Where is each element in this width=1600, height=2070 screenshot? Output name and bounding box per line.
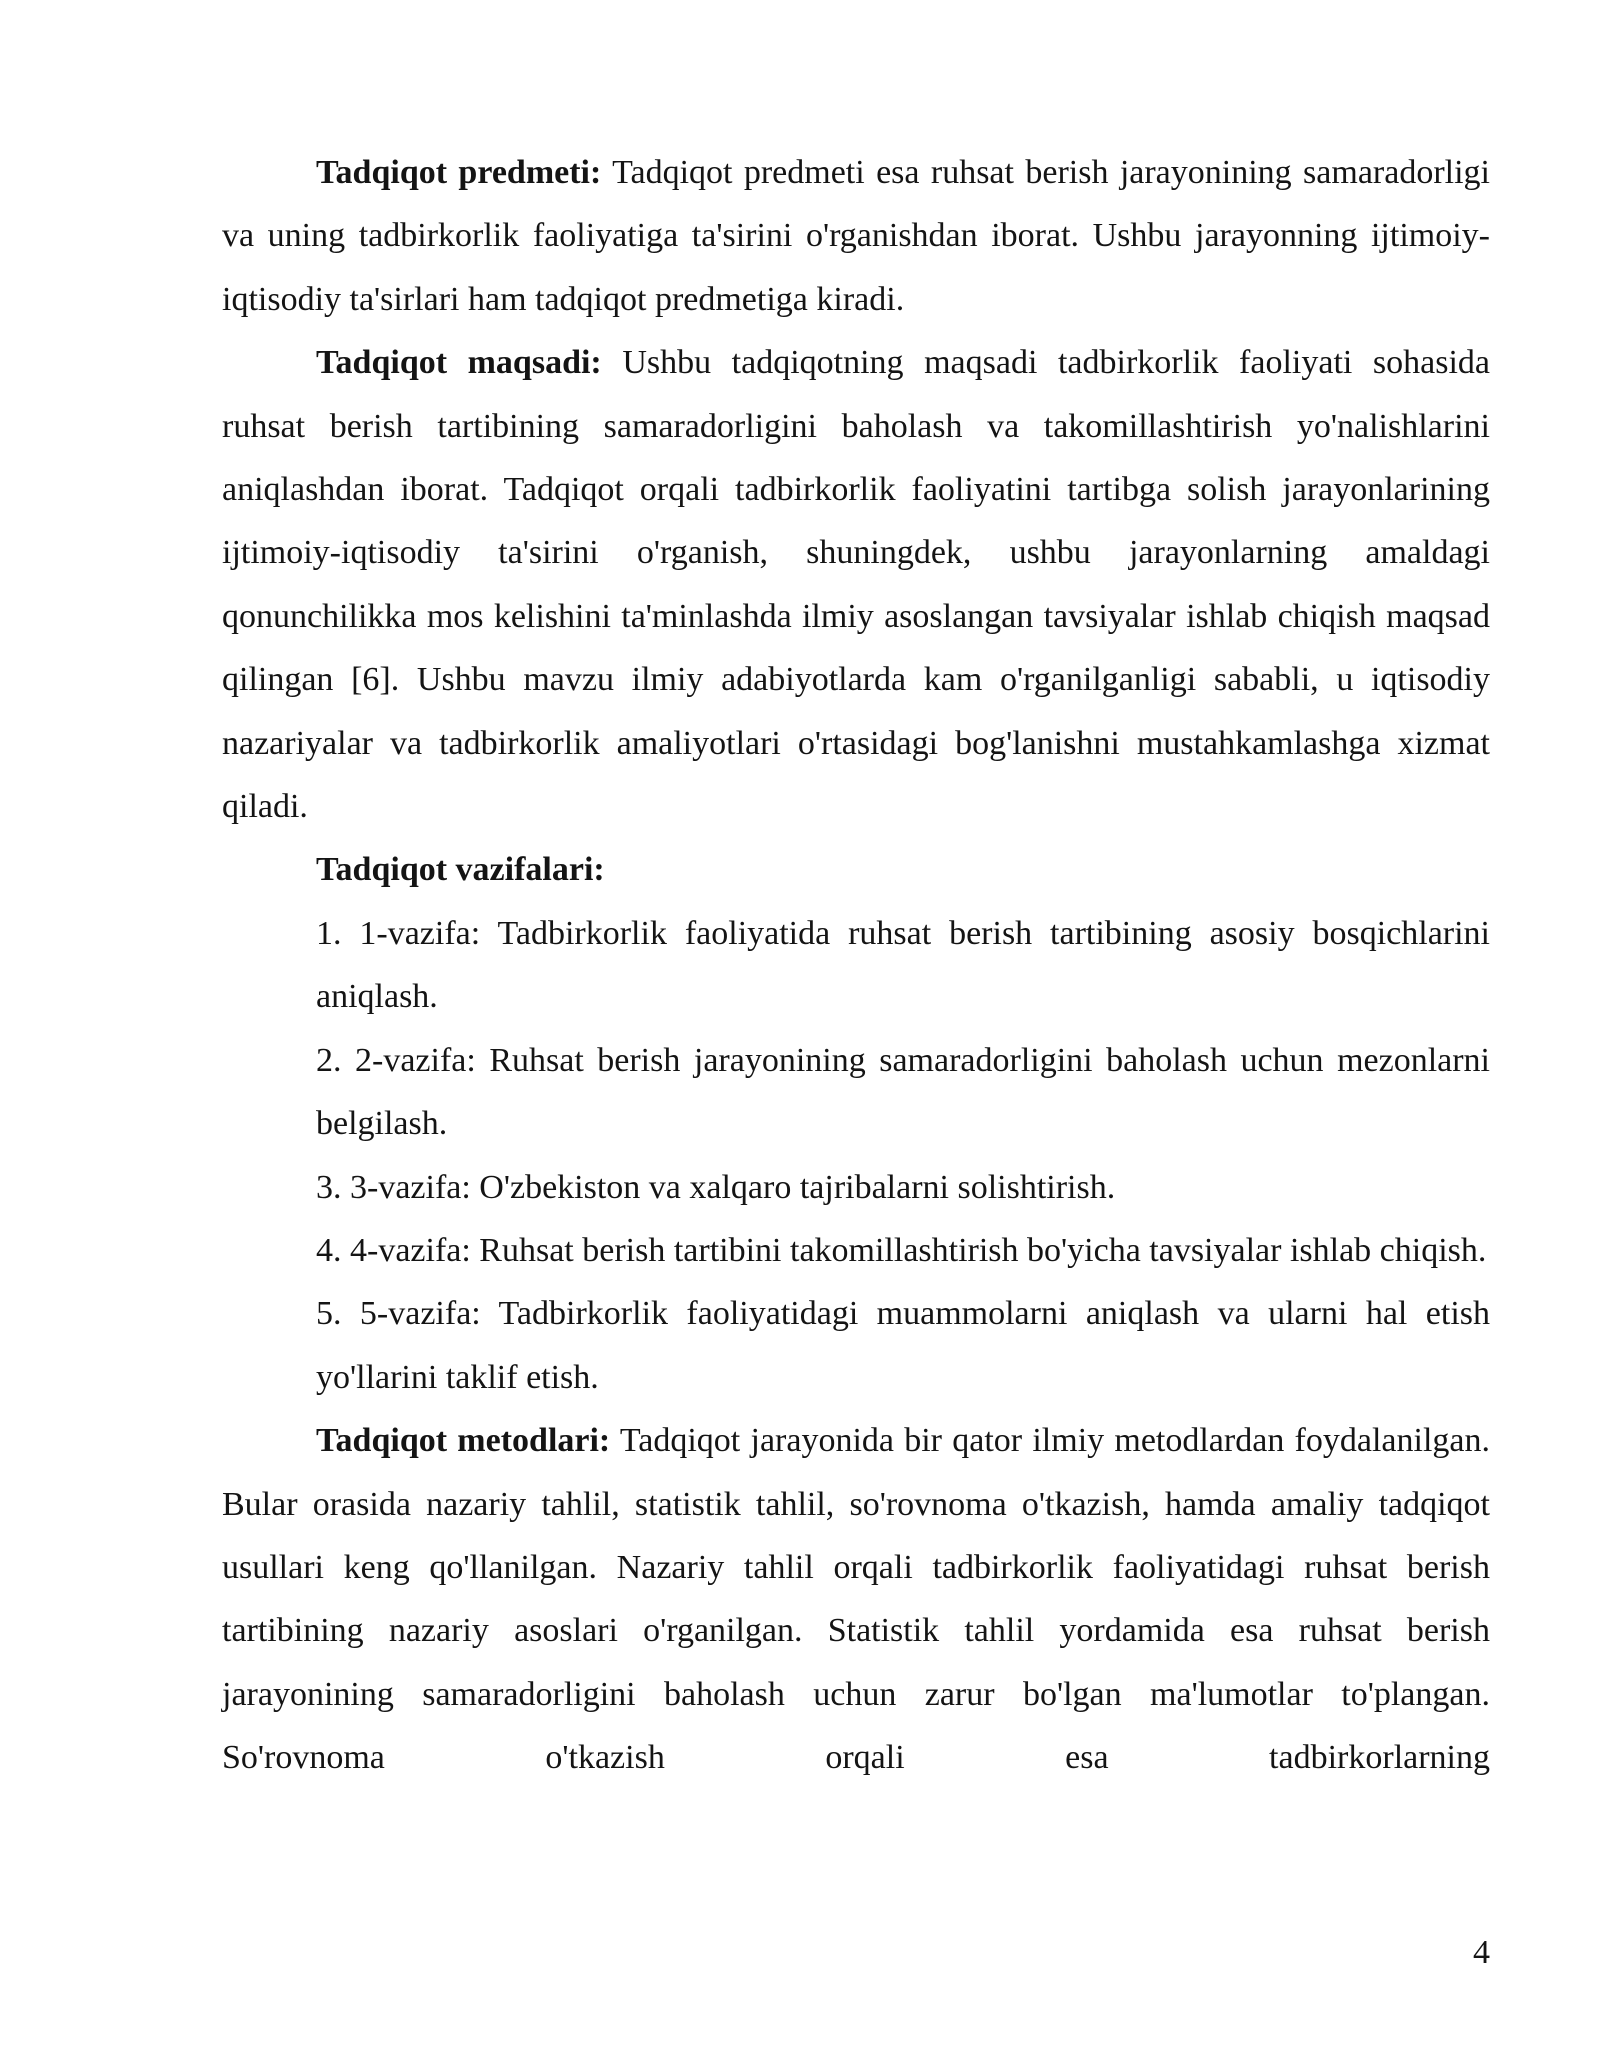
document-body: [222, 141, 1490, 1790]
paragraph-text: Tadqiqot predmeti esa ruhsat berish jarayonining samaradorligi va uning tadbirkorlik faoliyatiga ta'sirini o'rganishdan iborat. Ushbu jarayonning ijtimoiy-iqtisodiy ta'sirlari ham tadqiqot predmetiga kiradi.: [222, 154, 1490, 318]
task-item-3: 3. 3-vazifa: O'zbekiston va xalqaro tajribalarni solishtirish.: [316, 1168, 1116, 1206]
paragraph-label: Tadqiqot metodlari:: [316, 1422, 611, 1460]
task-item-2: 2. 2-vazifa: Ruhsat berish jarayonining samaradorligini baholash uchun mezonlarni belgilash.: [316, 1041, 1490, 1143]
paragraph-label: Tadqiqot maqsadi:: [316, 344, 602, 382]
paragraph-research-methods: [222, 1409, 1490, 1789]
paragraph-text: Tadqiqot jarayonida bir qator ilmiy metodlardan foydalanilgan. Bular orasida nazariy tahlil, statistik tahlil, so'rovnoma o'tkazish, hamda amaliy tadqiqot usullari keng qo'llanilgan. Nazariy tahlil orqali tadbirkorlik faoliyatidagi ruhsat berish tartibining nazariy asoslari o'rganilgan. Statistik tahlil yordamida esa ruhsat berish jarayonining samaradorligini baholash uchun zarur bo'lgan ma'lumotlar to'plangan. So'rovnoma o'tkazish orqali esa tadbirkorlarning: [222, 1422, 1490, 1777]
page-number: 4: [1473, 1934, 1490, 1971]
paragraph-label: Tadqiqot predmeti:: [316, 154, 602, 191]
task-item-4: 4. 4-vazifa: Ruhsat berish tartibini takomillashtirish bo'yicha tavsiyalar ishlab chiqish.: [316, 1231, 1487, 1269]
tasks-heading: Tadqiqot vazifalari:: [316, 851, 605, 889]
paragraph-text: Ushbu tadqiqotning maqsadi tadbirkorlik faoliyati sohasida ruhsat berish tartibining samaradorligini baholash va takomillashtirish yo'nalishlarini aniqlashdan iborat. Tadqiqot orqali tadbirkorlik faoliyatini tartibga solish jarayonlarining ijtimoiy-iqtisodiy ta'sirini o'rganish, shuningdek, ushbu jarayonlarning amaldagi qonunchilikka mos kelishini ta'minlashda ilmiy asoslangan tavsiyalar ishlab chiqish maqsad qilingan [6]. Ushbu mavzu ilmiy adabiyotlarda kam o'rganilganligi sababli, u iqtisodiy nazariyalar va tadbirkorlik amaliyotlari o'rtasidagi bog'lanishni mustahkamlashga xizmat qiladi.: [222, 344, 1490, 826]
task-item-1: 1. 1-vazifa: Tadbirkorlik faoliyatida ruhsat berish tartibining asosiy bosqichlarini aniqlash.: [316, 914, 1490, 1016]
task-item-5: 5. 5-vazifa: Tadbirkorlik faoliyatidagi muammolarni aniqlash va ularni hal etish yo'llarini taklif etish.: [316, 1295, 1490, 1396]
paragraph-research-goal: [222, 331, 1490, 838]
paragraph-research-subject: [222, 141, 1490, 331]
